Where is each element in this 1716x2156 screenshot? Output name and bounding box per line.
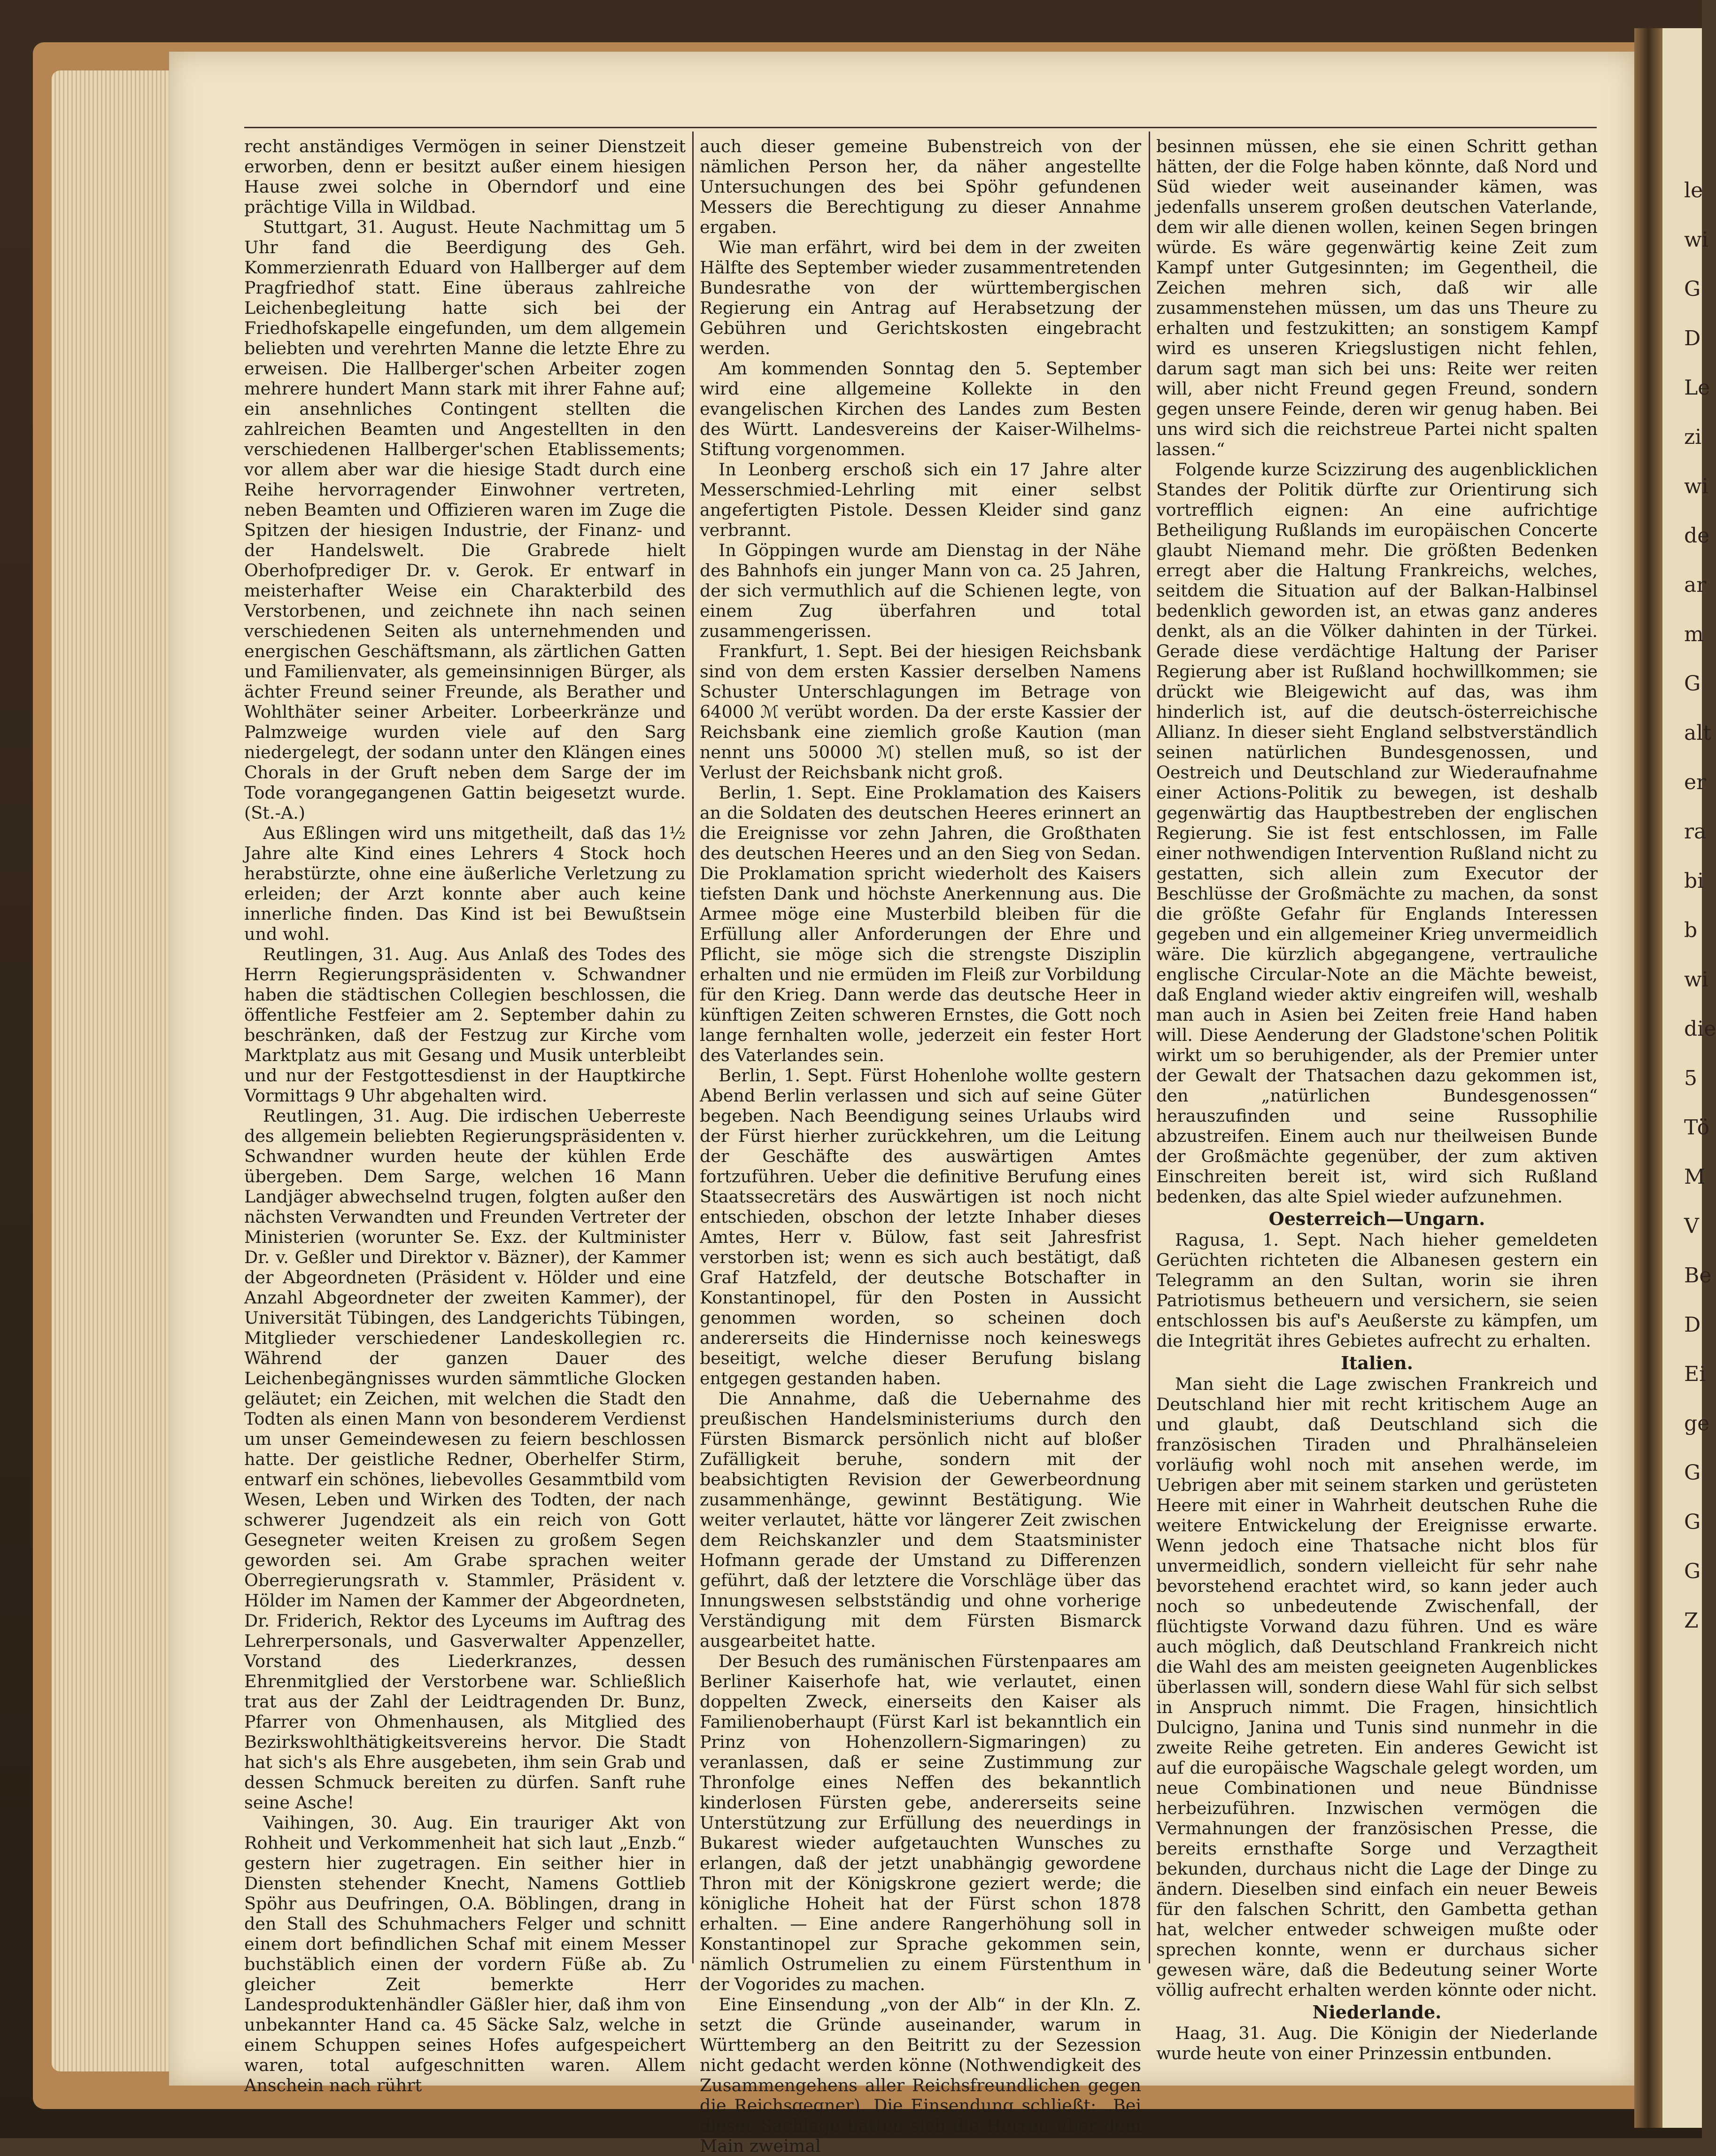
text-column-3 [1156,136,1598,2063]
section-heading: Niederlande. [1312,2001,1442,2023]
article-paragraph: In Göppingen wurde am Dienstag in der Nähe des Bahnhofs ein junger Mann von ca. 25 Jahren, der sich vermuthlich auf die Schienen legte, von einem Zug überfahren und total zusammengerissen. [700,540,1141,641]
article-paragraph: Am kommenden Sonntag den 5. September wird eine allgemeine Kollekte in den evangelischen Kirchen des Landes zum Besten des Württ. Landesvereins der Kaiser-Wilhelms-Stiftung vorgenommen. [700,358,1141,459]
next-page-fragment: wi [1684,228,1708,252]
article-paragraph: Berlin, 1. Sept. Eine Proklamation des Kaisers an die Soldaten des deutschen Heeres erinnert an die Ereignisse vor zehn Jahren, die Großthaten des deutschen Heeres und an den Sieg von Sedan. Die Proklamation spricht wiederholt des Kaisers tiefsten Dank und höchste Anerkennung aus. Die Armee möge eine Musterbild bleiben für die Erfüllung aller Anforderungen der Ehre und Pflicht, sie möge sich die strengste Disziplin erhalten und nie ermüden im Fleiß zur Vorbildung für den Krieg. Dann werde das deutsche Heer in künftigen Zeiten schweren Ernstes, die Gott noch lange fernhalten wolle, jederzeit ein fester Hort des Vaterlandes sein. [700,783,1141,1065]
next-page-fragment: V [1684,1214,1699,1238]
next-page-fragment: zi [1684,425,1702,449]
next-page-fragment: M [1684,1165,1706,1189]
article-paragraph: In Leonberg erschoß sich ein 17 Jahre alter Messerschmied-Lehrling mit einer selbst angefertigten Pistole. Dessen Kleider sind ganz verbrannt. [700,459,1141,540]
article-paragraph: Haag, 31. Aug. Die Königin der Niederlande wurde heute von einer Prinzessin entbunden. [1156,2023,1598,2063]
article-paragraph: Berlin, 1. Sept. Fürst Hohenlohe wollte gestern Abend Berlin verlassen und sich auf seine Güter begeben. Nach Beendigung seines Urlaubs wird der Fürst hierher zurückkehren, um die Leitung der Geschäfte des auswärtigen Amtes fortzuführen. Ueber die definitive Berufung eines Staatssecretärs des Auswärtigen ist noch nicht entschieden, obschon der letzte Inhaber dieses Amtes, Herr v. Bülow, fast seit Jahresfrist verstorben ist; wenn es sich auch bestätigt, daß Graf Hatzfeld, der deutsche Botschafter in Konstantinopel, für den Posten in Aussicht genommen worden, so scheinen doch andererseits die Hindernisse noch keineswegs beseitigt, welche dieser Berufung bislang entgegen gestanden haben. [700,1065,1141,1388]
book-gutter [1634,28,1662,2128]
article-paragraph: auch dieser gemeine Bubenstreich von der nämlichen Person her, da näher angestellte Untersuchungen des bei Spöhr gefundenen Messers die Berechtigung zu dieser Annahme ergaben. [700,136,1141,237]
next-page-fragment: alt [1684,721,1711,745]
article-paragraph: Reutlingen, 31. Aug. Aus Anlaß des Todes des Herrn Regierungspräsidenten v. Schwandner haben die städtischen Collegien beschlossen, die öffentliche Festfeier am 2. September dahin zu beschränken, daß der Festzug zur Kirche vom Marktplatz aus mit Gesang und Musik unterbleibt und nur der Festgottesdienst in der Hauptkirche Vormittags 9 Uhr abgehalten wird. [244,944,686,1106]
next-page-fragment: G [1684,277,1701,301]
next-page-fragment: die [1684,1017,1716,1041]
column-rule [1149,132,1150,1963]
article-paragraph: Die Annahme, daß die Uebernahme des preußischen Handelsministeriums durch den Fürsten Bismarck persönlich nicht auf bloßer Zufälligkeit beruhe, sondern mit der beabsichtigten Revision der Gewerbeordnung zusammenhänge, gewinnt Bestätigung. Wie weiter verlautet, hätte vor längerer Zeit zwischen dem Reichskanzler und dem Staatsminister Hofmann gerade der Umstand zu Differenzen geführt, daß der letztere die Vorschläge über das Innungswesen selbstständig und ohne vorherige Verständigung mit dem Fürsten Bismarck ausgearbeitet hatte. [700,1388,1141,1651]
article-paragraph: Man sieht die Lage zwischen Frankreich und Deutschland hier mit recht kritischem Auge an und glaubt, daß Deutschland sich die französischen Tiraden und Phralhänseleien vorläufig wohl noch mit ansehen werde, im Uebrigen aber mit seinem starken und gerüsteten Heere mit einer in Wahrheit deutschen Ruhe die weitere Entwickelung der Ereignisse erwarte. Wenn jedoch eine Thatsache nicht blos für unvermeidlich, sondern vielleicht für sehr nahe bevorstehend erachtet wird, so kann jeder auch noch so unbedeutende Zwischenfall, der flüchtigste Vorwand dazu führen. Und es wäre auch möglich, daß Deutschland Frankreich nicht die Wahl des am meisten geeigneten Augenblickes überlassen will, sondern diese Wahl für sich selbst in Anspruch nimmt. Die Fragen, hinsichtlich Dulcigno, Janina und Tunis sind nunmehr in die zweite Reihe getreten. Ein anderes Gewicht ist auf die europäische Wagschale gelegt worden, um neue Combinationen und neue Bündnisse herbeizuführen. Inzwischen vermögen die Vermahnungen der französischen Presse, die bereits ernsthafte Sorge und Verzagtheit bekunden, durchaus nicht die Lage der Dinge zu ändern. Dieselben sind einfach ein neuer Beweis für den falschen Schritt, den Gambetta gethan hat, welcher entweder schweigen mußte oder sprechen konnte, wenn er durchaus sicher gewesen wäre, daß die Bedeutung seiner Worte völlig aufrecht erhalten werden könnte oder nicht. [1156,1374,1598,2000]
next-page-fragment: de [1684,524,1710,548]
article-paragraph: recht anständiges Vermögen in seiner Dienstzeit erworben, denn er besitzt außer einem hiesigen Hause zwei solche in Oberndorf und eine prächtige Villa in Wildbad. [244,136,686,217]
next-page-fragment: D [1684,326,1701,350]
next-page-fragment: 5 [1684,1066,1697,1090]
article-paragraph: Stuttgart, 31. August. Heute Nachmittag um 5 Uhr fand die Beerdigung des Geh. Kommerzienrath Eduard von Hallberger auf dem Pragfriedhof statt. Eine überaus zahlreiche Leichenbegleitung hatte sich bei der Friedhofskapelle eingefunden, um dem allgemein beliebten und verehrten Manne die letzte Ehre zu erweisen. Die Hallberger'schen Arbeiter zogen mehrere hundert Mann stark mit ihrer Fahne auf; ein ansehnliches Contingent stellten die zahlreichen Beamten und Angestellten in den verschiedenen Hallberger'schen Etablissements; vor allem aber war die hiesige Stadt durch eine Reihe hervorragender Einwohner vertreten, neben Beamten und Offizieren waren im Zuge die Spitzen der hiesigen Industrie, der Finanz- und der Handelswelt. Die Grabrede hielt Oberhofprediger Dr. v. Gerok. Er entwarf in meisterhafter Weise ein Charakterbild des Verstorbenen, und zeichnete ihn nach seinen verschiedenen Seiten als unternehmenden und energischen Geschäftsmann, als zärtlichen Gatten und Familienvater, als gemeinsinnigen Bürger, als ächter Freund seiner Freunde, als Berather und Wohlthäter seiner Arbeiter. Lorbeerkränze und Palmzweige wurden viele auf den Sarg niedergelegt, der sodann unter den Klängen eines Chorals in der Gruft neben dem Sarge der im Tode vorangegangenen Gattin beigesetzt wurde. (St.-A.) [244,217,686,823]
next-page-fragment: G [1684,1559,1701,1583]
next-page-fragment: Be [1684,1264,1712,1287]
next-page-fragment: b [1684,918,1698,942]
article-paragraph: Der Besuch des rumänischen Fürstenpaares am Berliner Kaiserhofe hat, wie verlautet, einen doppelten Zweck, einerseits den Kaiser als Familienoberhaupt (Fürst Karl ist bekanntlich ein Prinz von Hohenzollern-Sigmaringen) zu veranlassen, daß er seine Zustimmung zur Thronfolge eines Neffen des bekanntlich kinderlosen Fürsten gebe, andererseits seine Unterstützung zur Erfüllung des neuerdings in Bukarest wieder aufgetauchten Wunsches zu erlangen, daß der jetzt unabhängig gewordene Thron mit der Königskrone geziert werde; die königliche Hoheit hat der Fürst schon 1878 erhalten. — Eine andere Rangerhöhung soll in Konstantinopel zur Sprache gekommen sein, nämlich Ostrumelien zu einem Fürstenthum in der Vogorides zu machen. [700,1651,1141,1994]
next-page-fragment: le [1684,178,1703,202]
article-paragraph: Folgende kurze Scizzirung des augenblicklichen Standes der Politik dürfte zur Orientirung sich vortrefflich eignen: An eine aufrichtige Betheiligung Rußlands im europäischen Concerte glaubt Niemand mehr. Die größten Bedenken erregt aber die Haltung Frankreichs, welches, seitdem die Situation auf der Balkan-Halbinsel bedenklich geworden ist, an etwas ganz anderes denkt, als an die Völker dahinten in der Türkei. Gerade diese verdächtige Haltung der Pariser Regierung aber ist Rußland hochwillkommen; sie drückt wie Bleigewicht auf das, was ihm hinderlich ist, auf die deutsch-österreichische Allianz. In dieser sieht England selbstverständlich seinen natürlichen Bundesgenossen, und Oestreich und Deutschland zur Wiederaufnahme einer Actions-Politik zu bewegen, ist deshalb gegenwärtig das Hauptbestreben der englischen Regierung. Sie ist fest entschlossen, im Falle einer nothwendigen Intervention Rußland nicht zu gestatten, sich allein zum Executor der Beschlüsse der Großmächte zu machen, da sonst die größte Gefahr für Englands Interessen gegeben und ein allgemeiner Krieg unvermeidlich wäre. Die kürzlich abgegangene, vertrauliche englische Circular-Note an die Mächte beweist, daß England wieder aktiv eingreifen will, weshalb man auch in Asien bei Zeiten freie Hand haben will. Diese Aenderung der Gladstone'schen Politik wirkt um so beruhigender, als der Premier unter der Gewalt der Thatsachen dazu gekommen ist, den „natürlichen Bundesgenossen“ herauszufinden und seine Russophilie abzustreifen. Einem auch nur theilweisen Bunde der Großmächte gegenüber, der zum aktiven Einschreiten bereit ist, wird sich Rußland bedenken, das alte Spiel wieder aufzunehmen. [1156,459,1598,1207]
article-paragraph: Aus Eßlingen wird uns mitgetheilt, daß das 1½ Jahre alte Kind eines Lehrers 4 Stock hoch herabstürzte, ohne eine äußerliche Verletzung zu erleiden; der Arzt konnte aber auch keine innerliche finden. Das Kind ist bei Bewußtsein und wohl. [244,823,686,944]
next-page-fragment: G [1684,1461,1701,1485]
next-page-fragment: wi [1684,968,1708,992]
article-paragraph: Ragusa, 1. Sept. Nach hieher gemeldeten Gerüchten richteten die Albanesen gestern ein Telegramm an den Sultan, worin sie ihren Patriotismus betheuern und versichern, sie seien entschlossen bis auf's Aeußerste zu kämpfen, um die Integrität ihres Gebietes aufrecht zu erhalten. [1156,1230,1598,1351]
next-page-fragment: D [1684,1313,1701,1337]
next-page-fragment: m [1684,622,1704,646]
article-paragraph: Vaihingen, 30. Aug. Ein trauriger Akt von Rohheit und Verkommenheit hat sich laut „Enzb.“ gestern hier zugetragen. Ein seither hier in Diensten stehender Knecht, Namens Gottlieb Spöhr aus Deufringen, O.A. Böblingen, drang in den Stall des Schuhmachers Felger und schnitt einem dort befindlichen Schaf mit einem Messer buchstäblich einen der vordern Füße ab. Zu gleicher Zeit bemerkte Herr Landesproduktenhändler Gäßler hier, daß ihm von unbekannter Hand ca. 45 Säcke Salz, welche in einem Schuppen seines Hofes aufgespeichert waren, total aufgeschnitten waren. Allem Anschein nach rührt [244,1813,686,2095]
next-page-fragment: Ei [1684,1362,1706,1386]
next-page-fragment: ra [1684,820,1707,844]
article-paragraph: Frankfurt, 1. Sept. Bei der hiesigen Reichsbank sind von dem ersten Kassier derselben Namens Schuster Unterschlagungen im Betrage von 64000 ℳ verübt worden. Da der erste Kassier der Reichsbank eine ziemlich große Kaution (man nennt uns 50000 ℳ) stellen muß, so ist der Verlust der Reichsbank nicht groß. [700,641,1141,783]
article-paragraph: besinnen müssen, ehe sie einen Schritt gethan hätten, der die Folge haben könnte, daß Nord und Süd wieder weit auseinander kämen, was jedenfalls unserem großen deutschen Vaterlande, dem wir alle dienen wollen, keinen Segen bringen würde. Es wäre gegenwärtig keine Zeit zum Kampf unter Gutgesinnten; im Gegentheil, die Zeichen mehren sich, daß wir alle zusammenstehen müssen, um das uns Theure zu erhalten und festzukitten; an sonstigem Kampf wird es unseren Kriegslustigen nicht fehlen, darum sagt man sich bei uns: Reite wer reiten will, aber nicht Freund gegen Freund, sondern gegen unsere Feinde, deren wir genug haben. Bei uns wird sich die reichstreue Partei nicht spalten lassen.“ [1156,136,1598,459]
next-page-fragment: Tö [1684,1116,1710,1140]
article-paragraph: Reutlingen, 31. Aug. Die irdischen Ueberreste des allgemein beliebten Regierungspräsidenten v. Schwandner wurden heute der kühlen Erde übergeben. Dem Sarge, welchen 16 Mann Landjäger abwechselnd trugen, folgten außer den nächsten Verwandten und Freunden Vertreter der Ministerien (worunter Se. Exz. der Kultminister Dr. v. Geßler und Direktor v. Bäzner), der Kammer der Abgeordneten (Präsident v. Hölder und eine Anzahl Abgeordneter der zweiten Kammer), der Universität Tübingen, des Landgerichts Tübingen, Mitglieder verschiedener Landeskollegien rc. Während der ganzen Dauer des Leichenbegängnisses wurden sämmtliche Glocken geläutet; ein Zeichen, mit welchen die Stadt den Todten als einen Mann von besonderem Verdienst um unser Gemeindewesen zu feiern beschlossen hatte. Der geistliche Redner, Oberhelfer Stirm, entwarf ein schönes, liebevolles Gesammtbild vom Wesen, Leben und Wirken des Todten, der nach schwerer Jugendzeit als ein reich von Gott Gesegneter weiten Kreisen zu großem Segen geworden sei. Am Grabe sprachen weiter Oberregierungsrath v. Stammler, Präsident v. Hölder im Namen der Kammer der Abgeordneten, Dr. Friderich, Rektor des Lyceums im Auftrag des Lehrerpersonals, und Gasverwalter Appenzeller, Vorstand des Liederkranzes, dessen Ehrenmitglied der Verstorbene war. Schließlich trat aus der Zahl der Leidtragenden Dr. Bunz, Pfarrer von Ohmenhausen, als Mitglied des Bezirkswohlthätigkeitsvereins hervor. Die Stadt hat sich's als Ehre ausgebeten, ihm sein Grab und dessen Schmuck bereiten zu dürfen. Sanft ruhe seine Asche! [244,1106,686,1813]
next-page-fragment: Z [1684,1609,1699,1633]
next-page-fragment: Le [1684,376,1710,400]
text-column-2 [700,136,1141,2156]
next-page-fragment: G [1684,1510,1701,1534]
text-column-1 [244,136,686,2095]
section-heading: Italien. [1341,1352,1413,1373]
next-page-fragment: ar [1684,573,1707,597]
page-stack-edge [52,70,174,2071]
top-rule [244,127,1597,128]
next-page-fragment: G [1684,672,1701,696]
next-page-fragment: bi [1684,869,1704,893]
next-page-fragment: ge [1684,1411,1710,1435]
article-paragraph: Wie man erfährt, wird bei dem in der zweiten Hälfte des September wieder zusammentretenden Bundesrathe von der württembergischen Regierung ein Antrag auf Herabsetzung der Gebühren und Gerichtskosten eingebracht werden. [700,237,1141,358]
column-rule [692,132,694,1963]
next-page-fragment: er [1684,770,1707,794]
article-paragraph: Eine Einsendung „von der Alb“ in der Kln. Z. setzt die Gründe auseinander, warum in Württemberg an den Beitritt zu der Sezession nicht gedacht werden könne (Nothwendigkeit des Zusammengehens aller Reichsfreundlichen gegen die Reichsgegner). Die Einsendung schließt: „Bei dieser Sachlage hätten sich die Herren über dem Main zweimal [700,1994,1141,2156]
section-heading: Oesterreich—Ungarn. [1268,1208,1485,1229]
next-page-fragment: wi [1684,474,1708,498]
